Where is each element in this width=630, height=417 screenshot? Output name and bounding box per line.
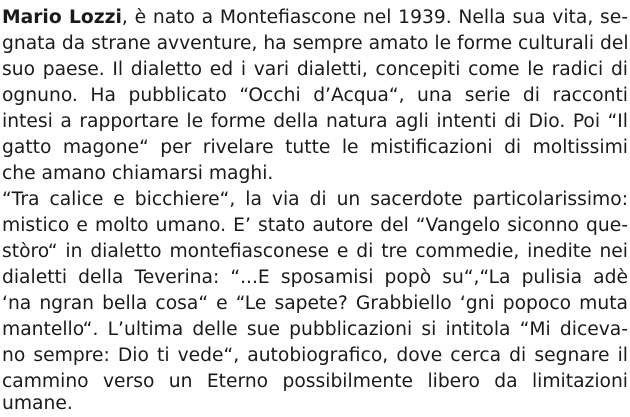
text-line-15: cammino verso un Eterno possibilmente libero da limitazioni [2,371,628,392]
text-line-2: gnata da strane avventure, ha sempre amato le forme culturali del [2,33,629,54]
text-line-7: che amano chiamarsi maghi. [2,163,274,184]
text-line-11: dialetti della Teverina: “...E sposamisi popò su“,“La pulisia adè [2,267,628,288]
text-line-5: intesi a rapportare le forme della natura agli intenti di Dio. Poi “Il [2,111,628,132]
text-line-9: mistico e molto umano. E’ stato autore del “Vangelo siconno que- [2,215,628,236]
text-line-1-rest: , è nato a Montefiascone nel 1939. Nella sua vita, se- [121,7,629,28]
text-line-6: gatto magone“ per rivelare tutte le mistificazioni di moltissimi [2,137,628,158]
text-line-12: ‘na ngran bella cosa“ e “Le sapete? Grabbiello ‘gni popoco muta [2,293,628,314]
text-line-3: suo paese. Il dialetto ed i vari dialetti, concepiti come le radici di [2,59,628,80]
text-line-14: no sempre: Dio ti vede“, autobiografico, dove cerca di segnare il [2,345,628,366]
text-line-16: umane. [2,393,73,414]
text-line-1 [2,4,628,31]
text-line-13: mantello“. L’ultima delle sue pubblicazioni si intitola “Mi diceva- [2,319,628,340]
author-name: Mario Lozzi [2,7,122,28]
text-line-8: “Tra calice e bicchiere“, la via di un sacerdote particolarissimo: [2,189,628,210]
text-line-4: ognuno. Ha pubblicato “Occhi d’Acqua“, una serie di racconti [2,85,628,106]
text-line-10: stòro“ in dialetto montefiasconese e di tre commedie, inedite nei [2,241,628,262]
